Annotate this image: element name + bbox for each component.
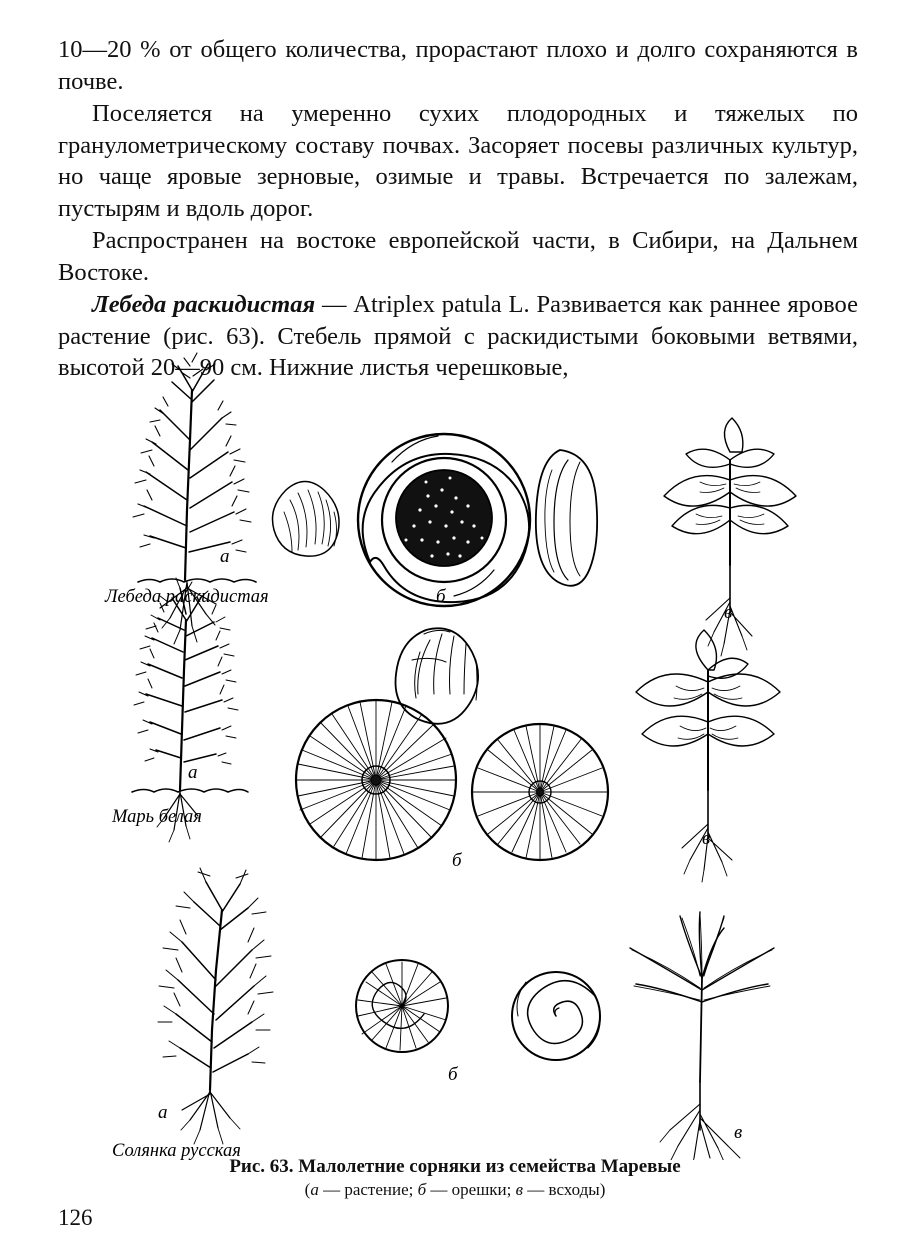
figure-illustration — [40, 330, 870, 1160]
label-row3-v: в — [734, 1122, 743, 1143]
label-species-2: Марь белая — [112, 807, 202, 827]
figure-63 — [40, 330, 870, 1160]
caption-part-v: в — [515, 1180, 524, 1200]
caption-part-b: б — [417, 1180, 427, 1200]
label-row2-b: б — [452, 850, 462, 871]
figure-caption-line-1: Рис. 63. Малолетние сорняки из семейства Маревые — [229, 1156, 681, 1177]
seedling-salsola — [630, 912, 774, 1160]
caption-part-a-text: — растение; — [318, 1180, 418, 1200]
nutlets-atriplex — [273, 434, 598, 606]
label-row2-v: в — [702, 828, 711, 849]
paragraph-1: 10—20 % от общего количества, прорастают плохо и долго сохраняются в почве. — [58, 36, 858, 95]
label-species-3: Солянка русская — [112, 1141, 241, 1160]
plant-salsola — [158, 868, 273, 1144]
nutlets-chenopodium — [296, 628, 608, 860]
label-row3-b: б — [448, 1064, 458, 1085]
caption-part-v-text: — всходы) — [523, 1180, 606, 1200]
label-row1-b: б — [436, 586, 446, 607]
species-name: Лебеда раскидистая — [92, 290, 316, 318]
species-description: — Atriplex patula L. Развивается как раннее яровое растение (рис. 63). Стебель прямой с раскидистыми боковыми ветвями, высотой 20—90 см. Нижние листья черешковые, — [58, 290, 858, 382]
paragraph-2: Поселяется на умеренно сухих плодородных и тяжелых по гранулометрическому составу почвах. Засоряет посевы различных культур, но чаще яровые зерновые, озимые и травы. Встречается по залежам, пустырям и вдоль дорог. — [58, 99, 858, 223]
caption-part-a: а — [310, 1180, 319, 1200]
figure-caption-line-2: (а — растение; б — орешки; в — всходы) — [304, 1180, 606, 1200]
label-row1-v: в — [724, 602, 733, 623]
plant-chenopodium — [132, 578, 248, 842]
caption-part-b-text: — орешки; — [426, 1180, 516, 1200]
figure-caption — [0, 1155, 910, 1201]
label-row3-a: а — [158, 1102, 168, 1123]
label-row1-a: а — [220, 546, 230, 567]
page-number: 126 — [58, 1205, 93, 1230]
label-row2-a: а — [188, 762, 198, 783]
paragraph-3: Распространен на востоке европейской части, в Сибири, на Дальнем Востоке. — [58, 227, 858, 286]
label-species-1: Лебеда раскидистая — [105, 587, 269, 607]
nutlets-salsola — [356, 960, 600, 1060]
